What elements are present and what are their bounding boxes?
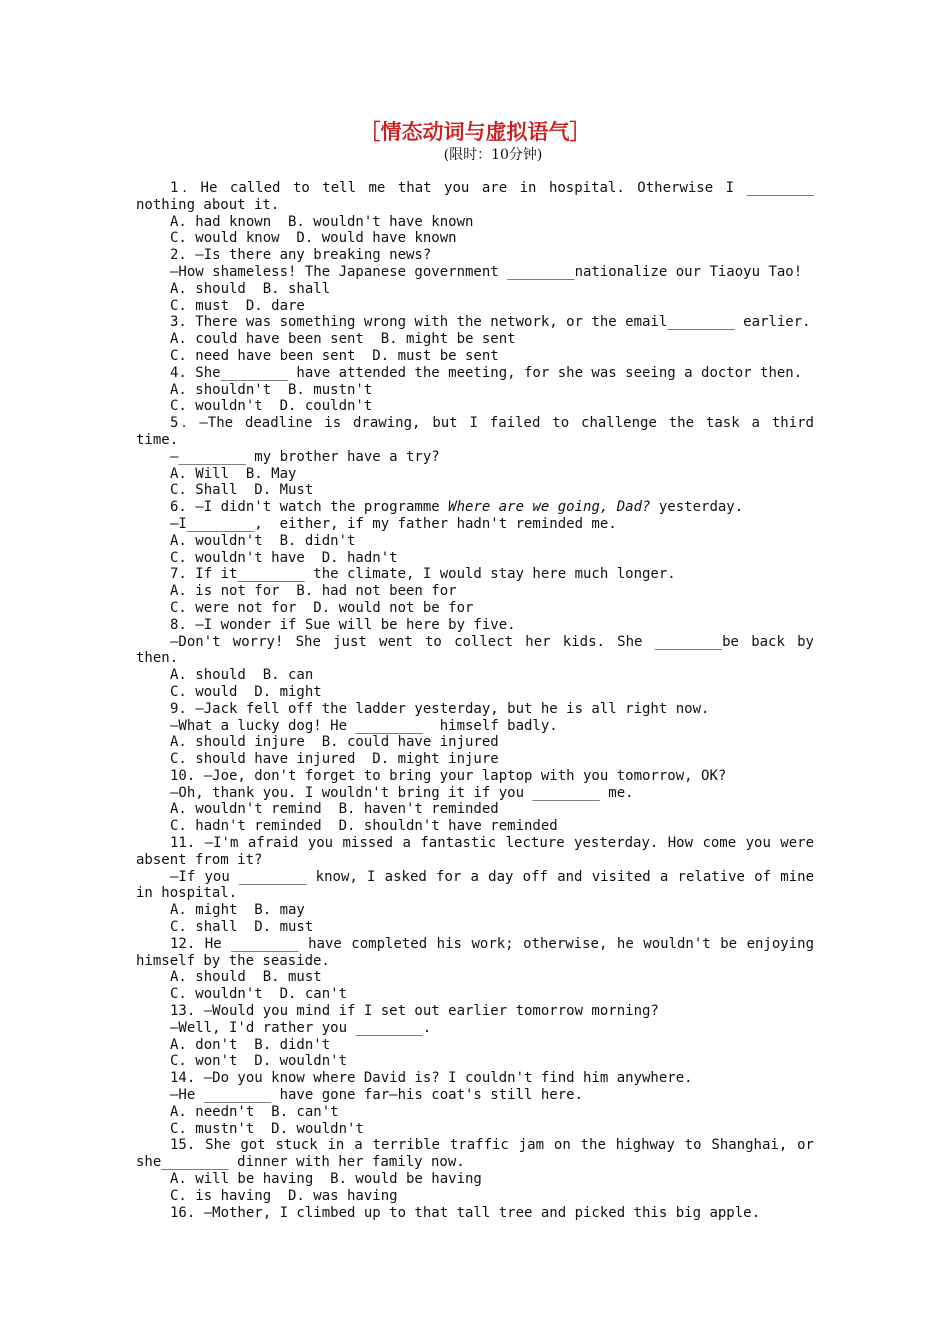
line-text: —Well, I'd rather you ________. — [170, 1019, 432, 1036]
line-text: —If you ________ know, I asked for a day off and visited a relative of mine — [170, 868, 814, 885]
text-line — [136, 869, 814, 886]
text-line — [136, 634, 814, 651]
line-text: A. shouldn't B. mustn't — [170, 381, 373, 398]
line-text: A. might B. may — [170, 902, 305, 919]
line-text: A. could have been sent B. might be sent — [170, 331, 516, 348]
line-text: 16. —Mother, I climbed up to that tall tree and picked this big apple. — [170, 1204, 761, 1221]
line-text: C. must D. dare — [170, 297, 305, 314]
text-line — [136, 801, 814, 818]
line-text: 7. If it________ the climate, I would stay here much longer. — [170, 566, 676, 583]
text-line — [136, 734, 814, 751]
exercise-body — [136, 180, 814, 1221]
line-text: 13. —Would you mind if I set out earlier tomorrow morning? — [170, 1003, 659, 1020]
text-line — [136, 785, 814, 802]
line-text: A. is not for B. had not been for — [170, 583, 457, 600]
line-text: C. is having D. was having — [170, 1187, 398, 1204]
line-text: A. should B. shall — [170, 280, 331, 297]
text-line — [136, 499, 814, 516]
line-text: A. should injure B. could have injured — [170, 734, 499, 751]
line-text: nothing about it. — [136, 196, 280, 213]
line-text: absent from it? — [136, 851, 263, 868]
text-line — [136, 936, 814, 953]
text-line — [136, 1070, 814, 1087]
text-line — [136, 1003, 814, 1020]
line-text: C. need have been sent D. must be sent — [170, 347, 499, 364]
text-line — [136, 1121, 814, 1138]
line-text: —Oh, thank you. I wouldn't bring it if you ________ me. — [170, 784, 634, 801]
text-line — [136, 600, 814, 617]
programme-title: Where are we going, Dad? — [448, 499, 651, 516]
text-line — [136, 885, 814, 902]
text-line — [136, 701, 814, 718]
line-text: 10. —Joe, don't forget to bring your laptop with you tomorrow, OK? — [170, 767, 727, 784]
text-line — [136, 1137, 814, 1154]
line-text: 11. —I'm afraid you missed a fantastic lecture yesterday. How come you were — [170, 835, 814, 852]
text-line — [136, 835, 814, 852]
line-text: A. should B. can — [170, 667, 314, 684]
text-line — [136, 214, 814, 231]
line-text: A. had known B. wouldn't have known — [170, 213, 474, 230]
line-text: 14. —Do you know where David is? I couldn't find him anywhere. — [170, 1070, 693, 1087]
text-line — [136, 566, 814, 583]
line-text: 6. —I didn't watch the programme — [170, 499, 449, 516]
text-line — [136, 516, 814, 533]
line-text: C. were not for D. would not be for — [170, 599, 474, 616]
line-text: C. should have injured D. might injure — [170, 751, 499, 768]
line-text: 3. There was something wrong with the network, or the email________ earlier. — [170, 314, 811, 331]
line-text: then. — [136, 650, 179, 667]
line-text: C. won't D. wouldn't — [170, 1053, 348, 1070]
text-line — [136, 1154, 814, 1171]
text-line — [136, 1171, 814, 1188]
text-line — [136, 969, 814, 986]
line-text: —________ my brother have a try? — [170, 448, 440, 465]
line-text: 15. She got stuck in a terrible traffic jam on the highway to Shanghai, or — [170, 1137, 814, 1154]
text-line — [136, 1020, 814, 1037]
line-text: himself by the seaside. — [136, 952, 330, 969]
line-text: C. wouldn't D. can't — [170, 986, 348, 1003]
text-line — [136, 180, 814, 197]
line-text-tail: yesterday. — [650, 499, 744, 516]
text-line — [136, 902, 814, 919]
text-line — [136, 768, 814, 785]
text-line — [136, 449, 814, 466]
line-text: 1．He called to tell me that you are in hospital. Otherwise I ________ — [170, 180, 814, 196]
text-line — [136, 1087, 814, 1104]
text-line — [136, 1188, 814, 1205]
line-text: A. don't B. didn't — [170, 1036, 331, 1053]
text-line — [136, 281, 814, 298]
line-text: C. shall D. must — [170, 919, 314, 936]
text-line — [136, 1205, 814, 1222]
text-line — [136, 617, 814, 634]
text-line — [136, 953, 814, 970]
page-title: ［情态动词与虚拟语气］ — [359, 119, 591, 144]
line-text: A. needn't B. can't — [170, 1103, 339, 1120]
text-line — [136, 751, 814, 768]
time-limit-subtitle: (限时：10分钟) — [443, 147, 543, 163]
line-text: C. Shall D. Must — [170, 482, 314, 499]
text-line — [136, 684, 814, 701]
line-text: C. would know D. would have known — [170, 230, 457, 247]
text-line — [136, 466, 814, 483]
text-line — [136, 432, 814, 449]
text-line — [136, 1037, 814, 1054]
text-line — [136, 415, 814, 432]
text-line — [136, 247, 814, 264]
line-text: time. — [136, 431, 179, 448]
line-text: A. wouldn't B. didn't — [170, 532, 356, 549]
line-text: C. mustn't D. wouldn't — [170, 1120, 364, 1137]
line-text: C. wouldn't D. couldn't — [170, 398, 373, 415]
text-line — [136, 382, 814, 399]
line-text: A. should B. must — [170, 969, 322, 986]
text-line — [136, 348, 814, 365]
text-line — [136, 1104, 814, 1121]
line-text: —What a lucky dog! He ________ himself badly. — [170, 717, 558, 734]
line-text: 8. —I wonder if Sue will be here by five. — [170, 616, 516, 633]
text-line — [136, 1053, 814, 1070]
text-line — [136, 818, 814, 835]
line-text: she________ dinner with her family now. — [136, 1154, 465, 1171]
text-line — [136, 314, 814, 331]
line-text: A. Will B. May — [170, 465, 297, 482]
text-line — [136, 264, 814, 281]
text-line — [136, 331, 814, 348]
text-line — [136, 650, 814, 667]
text-line — [136, 398, 814, 415]
line-text: in hospital. — [136, 885, 238, 902]
line-text: 9. —Jack fell off the ladder yesterday, but he is all right now. — [170, 700, 710, 717]
line-text: —I________, either, if my father hadn't reminded me. — [170, 515, 617, 532]
text-line — [136, 852, 814, 869]
text-line — [136, 482, 814, 499]
text-line — [136, 230, 814, 247]
text-line — [136, 986, 814, 1003]
line-text: 4. She________ have attended the meeting, for she was seeing a doctor then. — [170, 364, 803, 381]
text-line — [136, 365, 814, 382]
line-text: A. wouldn't remind B. haven't reminded — [170, 801, 499, 818]
line-text: 12. He ________ have completed his work; otherwise, he wouldn't be enjoying — [170, 935, 814, 952]
line-text: 2. —Is there any breaking news? — [170, 247, 432, 264]
line-text: C. would D. might — [170, 683, 322, 700]
text-line — [136, 197, 814, 214]
text-line — [136, 583, 814, 600]
line-text: 5．—The deadline is drawing, but I failed to challenge the task a third — [170, 415, 814, 432]
text-line — [136, 919, 814, 936]
line-text: A. will be having B. would be having — [170, 1171, 482, 1188]
line-text: C. hadn't reminded D. shouldn't have reminded — [170, 818, 558, 835]
line-text: —Don't worry! She just went to collect her kids. She ________be back by — [170, 633, 814, 650]
text-line — [136, 667, 814, 684]
line-text: C. wouldn't have D. hadn't — [170, 549, 398, 566]
text-line — [136, 718, 814, 735]
line-text: —He ________ have gone far—his coat's still here. — [170, 1087, 584, 1104]
text-line — [136, 298, 814, 315]
text-line — [136, 550, 814, 567]
text-line — [136, 533, 814, 550]
line-text: —How shameless! The Japanese government ________nationalize our Tiaoyu Tao! — [170, 263, 803, 280]
